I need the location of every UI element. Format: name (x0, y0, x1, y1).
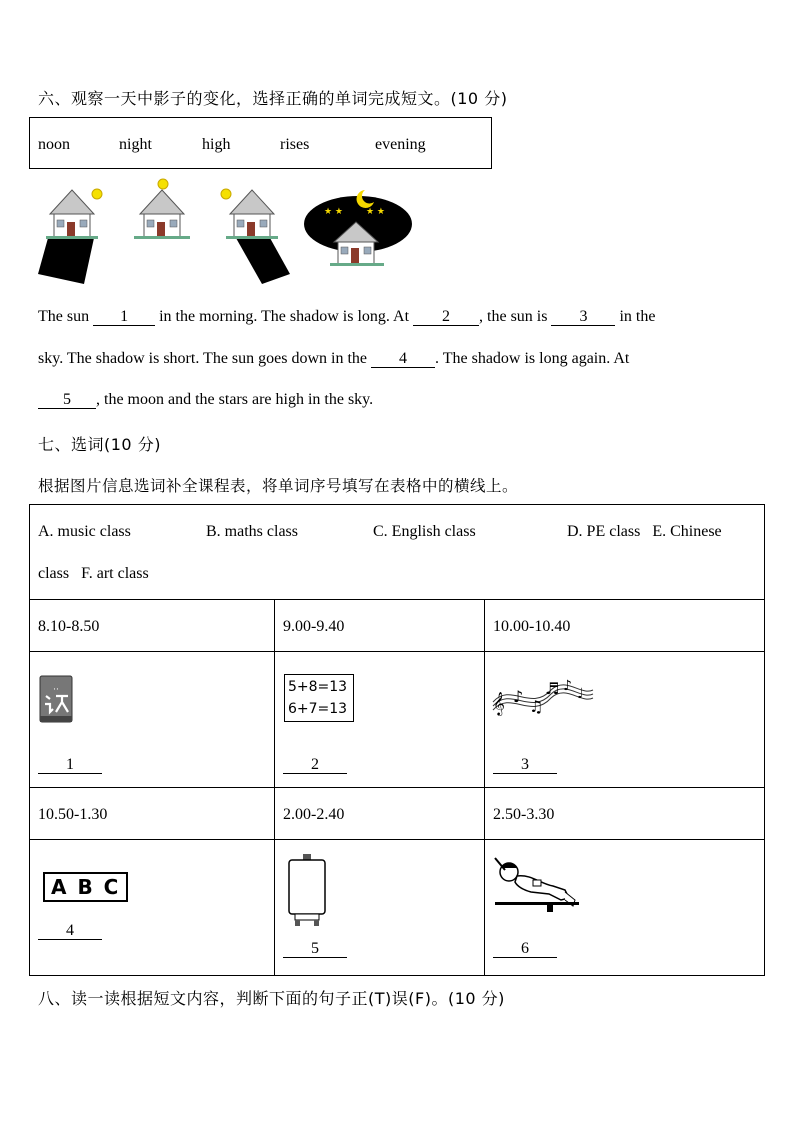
svg-text:𝄞: 𝄞 (493, 691, 505, 715)
option-c: C. English class (373, 523, 476, 540)
house-noon-icon (134, 179, 190, 239)
svg-text:··: ·· (53, 685, 59, 695)
time-cell: 10.50-1.30 (30, 788, 275, 840)
house-morning-icon (38, 189, 102, 284)
picture-cell (30, 652, 275, 788)
option-b: B. maths class (206, 523, 298, 540)
blank-4[interactable]: 4 (371, 351, 435, 368)
time-cell: 9.00-9.40 (275, 600, 485, 652)
answer-blank-6[interactable]: 6 (493, 940, 557, 958)
abc-card-icon: A B C (43, 872, 128, 902)
svg-text:♩: ♩ (577, 686, 584, 702)
word-option: high (202, 136, 231, 153)
section-6-heading: 六、观察一天中影子的变化，选择正确的单词完成短文。(10 分) (38, 89, 508, 108)
word-bank-box (29, 117, 492, 169)
maths-board-icon: 5+8=13 6+7=13 (284, 674, 354, 722)
word-option: rises (280, 136, 310, 153)
passage-line-1: The sun 1 in the morning. The shadow is long. At 2 , the sun is 3 in the (38, 308, 656, 325)
section-7-instruction: 根据图片信息选词补全课程表，将单词序号填写在表格中的横线上。 (38, 477, 519, 495)
house-night-icon (304, 190, 412, 266)
blank-2[interactable]: 2 (413, 309, 479, 326)
section-7-heading: 七、选词(10 分) (38, 435, 161, 454)
sports-boy-icon (491, 850, 583, 922)
picture-cell (485, 652, 765, 788)
time-cell: 2.00-2.40 (275, 788, 485, 840)
schedule-table (29, 504, 765, 976)
blank-1[interactable]: 1 (93, 309, 155, 326)
time-cell: 8.10-8.50 (30, 600, 275, 652)
blank-5[interactable]: 5 (38, 392, 96, 409)
option-a: A. music class (38, 523, 131, 540)
answer-blank-5[interactable]: 5 (283, 940, 347, 958)
drawing-board-icon (283, 852, 331, 928)
picture-cell (485, 840, 765, 976)
word-option: night (119, 136, 152, 153)
picture-cell (275, 840, 485, 976)
options-cell (30, 505, 765, 600)
chinese-book-icon (38, 674, 76, 724)
passage-line-2: sky. The shadow is short. The sun goes down in the 4 . The shadow is long again. At (38, 350, 630, 367)
svg-text:★ ★: ★ ★ (324, 207, 343, 217)
svg-text:♪: ♪ (563, 678, 572, 694)
time-cell: 2.50-3.30 (485, 788, 765, 840)
svg-text:★ ★: ★ ★ (366, 207, 385, 217)
picture-cell (275, 652, 485, 788)
house-evening-icon (221, 189, 290, 284)
passage-line-3: 5 , the moon and the stars are high in the sky. (38, 391, 373, 409)
time-cell: 10.00-10.40 (485, 600, 765, 652)
answer-blank-3[interactable]: 3 (493, 756, 557, 774)
word-option: evening (375, 136, 426, 153)
option-line-2: class F. art class (38, 565, 149, 582)
answer-blank-4[interactable]: 4 (38, 922, 102, 940)
picture-cell (30, 840, 275, 976)
word-option: noon (38, 136, 70, 153)
svg-text:♪: ♪ (513, 687, 524, 706)
option-d-e: D. PE class E. Chinese (567, 523, 722, 540)
shadow-pictures (34, 176, 434, 288)
answer-blank-1[interactable]: 1 (38, 756, 102, 774)
answer-blank-2[interactable]: 2 (283, 756, 347, 774)
blank-3[interactable]: 3 (551, 309, 615, 326)
svg-text:♫: ♫ (529, 697, 544, 716)
svg-text:♬: ♬ (545, 679, 560, 698)
section-8-heading: 八、读一读根据短文内容，判断下面的句子正(T)误(F)。(10 分) (38, 989, 505, 1008)
music-notes-icon (491, 672, 595, 720)
